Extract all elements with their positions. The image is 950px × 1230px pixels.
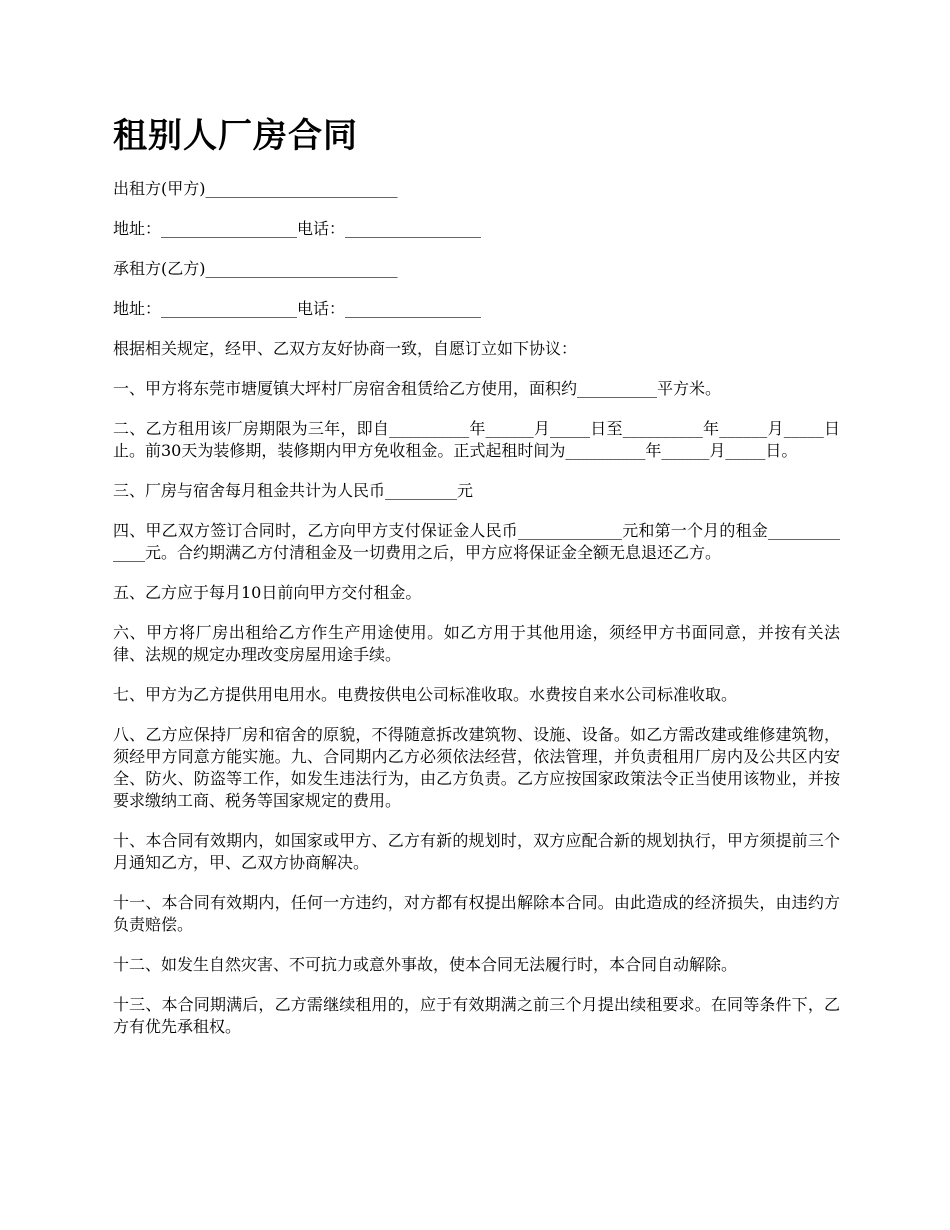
clause-5: 五、乙方应于每月10日前向甲方交付租金。 (113, 583, 422, 602)
clause-8-9: 八、乙方应保持厂房和宿舍的原貌，不得随意拆改建筑物、设施、设备。如乙方需改建或维修建筑物，须经甲方同意方能实施。九、合同期内乙方必须依法经营，依法管理，并负责租用厂房内及公共区内安全、防火、防盗等工作，如发生违法行为，由乙方负责。乙方应按国家政策法令正当使用该物业，并按要求缴纳工商、税务等国家规定的费用。 (113, 725, 840, 810)
clause-6: 六、甲方将厂房出租给乙方作生产用途使用。如乙方用于其他用途，须经甲方书面同意，并按有关法律、法规的规定办理改变房屋用途手续。 (113, 623, 840, 664)
preamble: 根据相关规定，经甲、乙双方友好协商一致，自愿订立如下协议： (113, 339, 578, 358)
clause-11: 十一、本合同有效期内，任何一方违约，对方都有权提出解除本合同。由此造成的经济损失，由违约方负责赔偿。 (113, 893, 840, 934)
lessee-address-phone-line: 地址：_________________电话：_________________ (113, 299, 482, 318)
clause-2: 二、乙方租用该厂房期限为三年，即自__________年______月_____日至__________年______月_____日止。前30天为装修期，装修期内甲方免收租金。正式起租时间为__________年______月_____日。 (113, 419, 840, 460)
clause-10: 十、本合同有效期内，如国家或甲方、乙方有新的规划时，双方应配合新的规划执行，甲方须提前三个月通知乙方，甲、乙双方协商解决。 (113, 831, 840, 872)
clause-3: 三、厂房与宿舍每月租金共计为人民币_________元 (113, 481, 474, 500)
clause-1: 一、甲方将东莞市塘厦镇大坪村厂房宿舍租赁给乙方使用，面积约__________平方米。 (113, 379, 722, 398)
clause-7: 七、甲方为乙方提供用电用水。电费按供电公司标准收取。水费按自来水公司标准收取。 (113, 685, 738, 704)
lessor-address-phone-line: 地址：_________________电话：_________________ (113, 219, 482, 238)
clause-12: 十二、如发生自然灾害、不可抗力或意外事故，使本合同无法履行时，本合同自动解除。 (113, 955, 738, 974)
document-title: 租别人厂房合同 (113, 116, 358, 156)
document-page (113, 112, 840, 1056)
lessee-line: 承租方(乙方)________________________ (113, 259, 398, 278)
clause-13: 十三、本合同期满后，乙方需继续租用的，应于有效期满之前三个月提出续租要求。在同等条件下，乙方有优先承租权。 (113, 995, 840, 1036)
clause-4: 四、甲乙双方签订合同时，乙方向甲方支付保证金人民币_____________元和第一个月的租金_____________元。合约期满乙方付清租金及一切费用之后，甲方应将保证金全额无息退还乙方。 (113, 521, 840, 562)
lessor-line: 出租方(甲方)________________________ (113, 179, 398, 198)
